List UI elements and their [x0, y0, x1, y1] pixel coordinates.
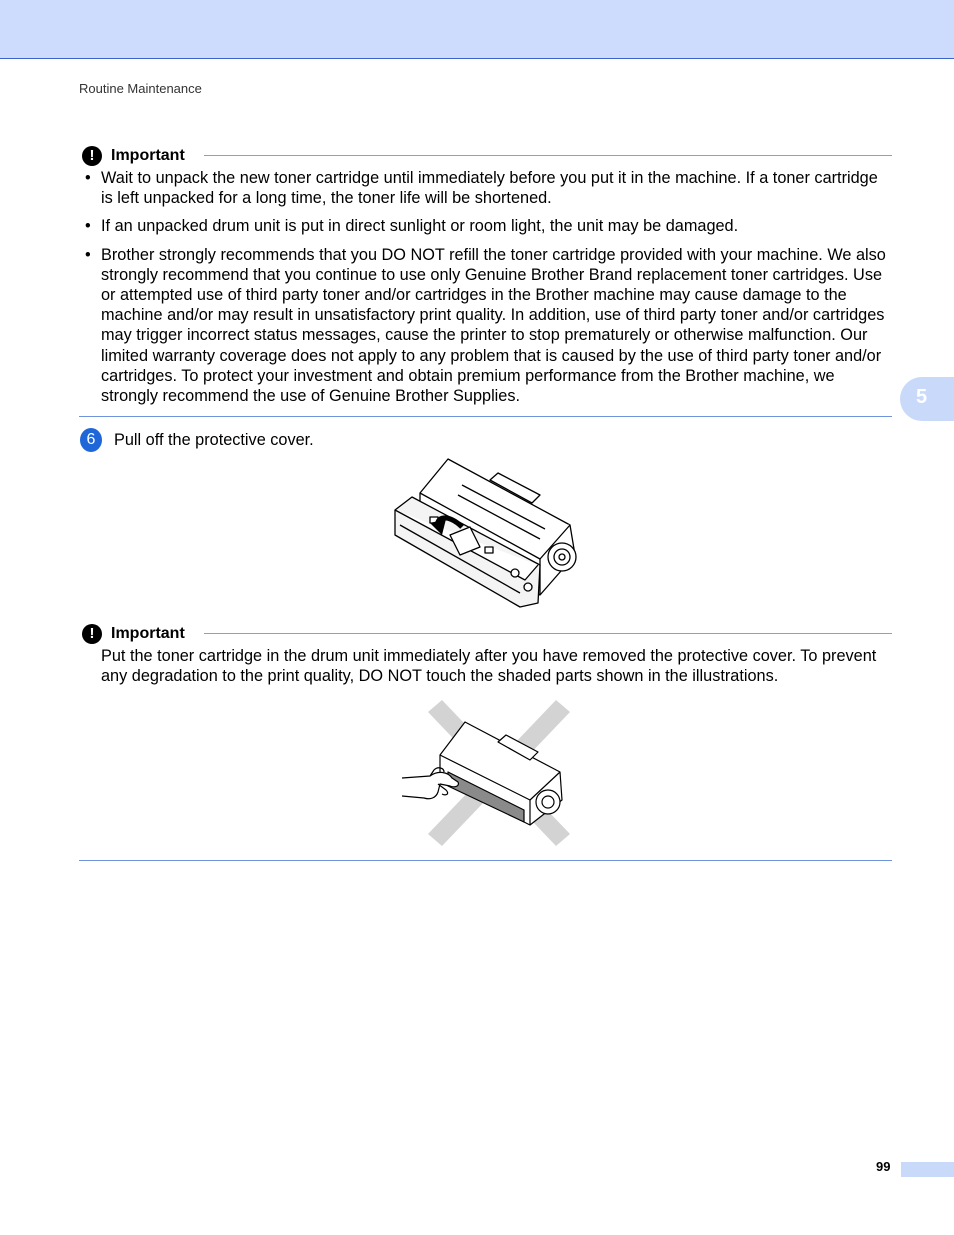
page-header-band — [0, 0, 954, 59]
bullet-text: Brother strongly recommends that you DO NOT refill the toner cartridge provided with your machine. We also strongly recommend that you continue to use only Genuine Brother Brand replacement toner cartridges. Use or attempted use of third party toner and/or cartridges in the Brother machine may cause damage to the machine and/or may result in unsatisfactory print quality. In addition, use of third party toner and/or cartridges may trigger incorrect status messages, cause the printer to stop prematurely or otherwise malfunction. Our limited warranty coverage does not apply to any problem that is caused by the use of third party toner and/or cartridges. To protect your investment and obtain premium performance from the Brother machine, we strongly recommend the use of Genuine Brother Supplies. — [101, 245, 886, 406]
running-header: Routine Maintenance — [79, 81, 202, 96]
exclamation-icon: ! — [82, 624, 102, 644]
list-item — [80, 245, 892, 407]
important-title: Important — [111, 625, 185, 642]
bullet-dot: • — [85, 245, 91, 264]
step-6 — [80, 428, 780, 452]
exclamation-icon: ! — [82, 146, 102, 166]
step-number-badge: 6 — [80, 428, 102, 452]
chapter-number: 5 — [916, 386, 928, 408]
important-title: Important — [111, 147, 185, 164]
bullet-text: Wait to unpack the new toner cartridge until immediately before you put it in the machine. If a toner cartridge is left unpacked for a long time, the toner life will be shortened. — [101, 169, 878, 208]
section-divider — [79, 860, 892, 861]
list-item — [80, 216, 892, 236]
section-divider — [79, 416, 892, 417]
heading-rule — [204, 155, 892, 156]
important-bullet-list — [80, 168, 892, 414]
bullet-dot: • — [85, 217, 91, 236]
bullet-text: If an unpacked drum unit is put in direct sunlight or room light, the unit may be damaged. — [101, 217, 739, 236]
bullet-dot: • — [85, 169, 91, 187]
heading-rule — [204, 633, 892, 634]
do-not-touch-illustration — [400, 700, 575, 850]
toner-cartridge-illustration — [390, 455, 585, 615]
important-body-text: Put the toner cartridge in the drum unit immediately after you have removed the protective cover. To prevent any degradation to the print quality, DO NOT touch the shaded parts shown in the illustrations. — [101, 647, 877, 686]
step-text: Pull off the protective cover. — [114, 431, 314, 449]
chapter-tab — [900, 377, 954, 421]
footer-tab — [901, 1162, 954, 1177]
list-item — [80, 168, 892, 208]
important-heading-1 — [82, 146, 892, 166]
page-number: 99 — [876, 1159, 891, 1174]
important-heading-2 — [82, 624, 892, 644]
